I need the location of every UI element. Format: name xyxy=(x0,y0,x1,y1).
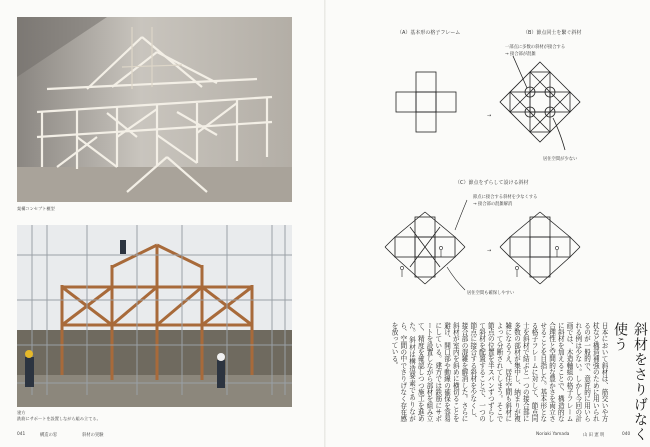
arrow-ab: → xyxy=(487,113,492,119)
left-title: 斜材の実験 xyxy=(82,433,104,438)
diagram-b-note1-line1: 一部点に多数の斜材が接合する xyxy=(505,45,566,50)
left-page-number: 041 xyxy=(17,432,26,437)
diagram-b-note1-line2: → 接合部が混雑 xyxy=(505,52,536,57)
structure-diagrams xyxy=(355,22,635,322)
diagram-b-note2: 居住空間が少ない xyxy=(543,157,578,162)
diagram-c-note1-line2: → 接合部の混雑解消 xyxy=(473,202,513,207)
photo2-caption-body: 鉄筋にサポートを設置しながら組み立てる。 xyxy=(17,416,101,421)
author-name: 山 田 憲 明 xyxy=(583,433,605,438)
construction-photo xyxy=(17,225,292,407)
photo2-caption xyxy=(17,410,101,422)
diagram-a-grid xyxy=(375,72,456,132)
diagram-c-note1-line1: 節点に接合する斜材を少なくする xyxy=(473,195,538,200)
diagram-c-frame-left xyxy=(385,212,465,284)
human-figures xyxy=(400,246,558,277)
arrow-c: → xyxy=(487,248,492,254)
article-title: 斜材をさりげなく使う xyxy=(612,322,648,442)
right-page-number: 040 xyxy=(622,432,631,437)
author-roman: Noriaki Yamada xyxy=(536,432,570,437)
photo2-caption-title: 建方 xyxy=(17,410,26,415)
photo1-caption: 架構コンセプト模型 xyxy=(17,206,55,211)
diagram-a-title: （A）基本形の格子フレーム xyxy=(397,30,461,36)
concept-model-photo xyxy=(17,17,292,202)
diagram-c-note2: 居住空間も確保しやすい xyxy=(467,291,515,296)
gutter xyxy=(324,0,326,447)
left-section: 構造の窓 xyxy=(40,433,58,438)
diagram-c-title: （C）節点をずらして設ける斜材 xyxy=(455,180,529,186)
diagram-c-frame-right xyxy=(500,212,580,284)
diagram-b-grid xyxy=(500,56,580,150)
diagram-b-title: （B）節点同士を繋ぐ斜材 xyxy=(523,30,582,36)
article-body: 日本において斜材は、筋交いや方杖など構造補強のために用いられるのが一般的で、意匠的に用いられる例は少ない。しかし今回の計画では、木造軸組の格子フレームに斜材を加えることで、構造的な合理性と空間的な豊かさを両立させることを目指した。基本形となる格子フレームに対して、節点同士を斜材で結ぶと一つの接合部に多数の部材が集中し、納まりが複雑になるうえ、居住空間も斜材によって分断されてしまう。そこで節点の位置を半スパンずつずらして斜材を配置することで、一つの節点に接合する斜材を少なくし、接合部の混雑を解消した。さらに斜材が室内を斜めに横切ることを避け、開口部や動線の確保を容易にしている。建方では鉄筋にサポートを設置しながら部材を組み立て、精度を確認しつつ施工を進めた。斜材は構造要素でありながら、空間の中でさりげなく存在感を放っている。 xyxy=(390,322,608,422)
